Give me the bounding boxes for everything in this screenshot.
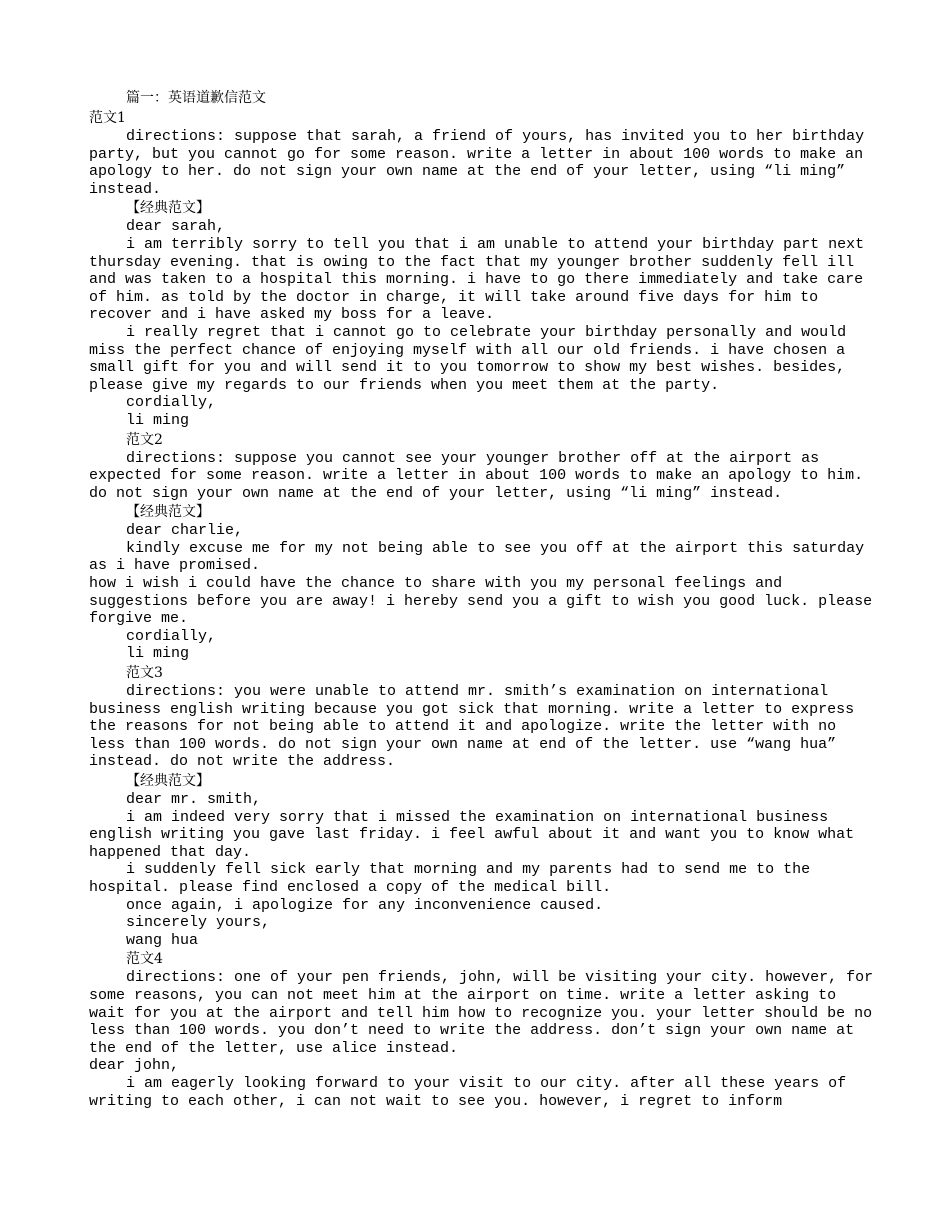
sample-1-classic-heading: 【经典范文】 [126, 200, 210, 217]
sample-4-paragraph-1: i am eagerly looking forward to your visit to our city. after all these years of writing to each other, i can not wait to see you. however, i regret to inform [89, 1074, 856, 1110]
sample-2-paragraph-2: how i wish i could have the chance to share with you my personal feelings and suggestions before you are away! i hereby send you a gift to wish you good luck. please forgive me. [89, 575, 882, 628]
sample-2-closing: cordially, [126, 627, 217, 645]
sample-2-signature: li ming [126, 645, 190, 663]
sample-3-salutation: dear mr. smith, [126, 791, 262, 808]
sample-1-label: 范文1 [89, 110, 126, 126]
sample-3-paragraph-1: i am indeed very sorry that i missed the examination on international business english writing you gave last friday. i feel awful about it and want you to know what happened that day. [89, 808, 864, 861]
sample-1-paragraph-2: i really regret that i cannot go to celebrate your birthday personally and would miss the perfect chance of enjoying myself with all our old friends. i have chosen a small gift for you and will send it to you tomorrow to show my best wishes. besides, please give my regards to our friends when you meet them at the party. [89, 323, 856, 394]
sample-3-closing: sincerely yours, [126, 914, 271, 932]
document-body [89, 88, 883, 1110]
sample-1-signature: li ming [126, 411, 190, 429]
sample-1-closing: cordially, [126, 394, 217, 412]
sample-2-paragraph-1: kindly excuse me for my not being able to see you off at the airport this saturday as i have promised. [89, 539, 874, 575]
document-title: 篇一：英语道歉信范文 [126, 90, 266, 106]
sample-3-paragraph-3: once again, i apologize for any inconvenience caused. [126, 896, 604, 914]
sample-3-paragraph-2: i suddenly fell sick early that morning and my parents had to send me to the hospital. please find enclosed a copy of the medical bill. [89, 861, 820, 896]
sample-2-label: 范文2 [126, 431, 163, 448]
sample-1-salutation: dear sarah, [126, 218, 226, 236]
sample-3-signature: wang hua [126, 931, 199, 949]
sample-4-salutation: dear john, [89, 1057, 180, 1075]
sample-1-directions: directions: suppose that sarah, a friend of yours, has invited you to her birthday party, but you cannot go for some reason. write a letter in about 100 words to make an apology to her. do not sign your own name at the end of your letter, using “li ming” instead. [89, 128, 874, 198]
sample-3-directions: directions: you were unable to attend mr. smith’s examination on international business english writing because you got sick that morning. write a letter to express the reasons for not being able to attend it and apologize. write the letter with no less than 100 words. do not sign your own name at end of the letter. use “wang hua” instead. do not write the address. [89, 683, 864, 771]
sample-3-label: 范文3 [126, 665, 163, 682]
sample-2-classic-heading: 【经典范文】 [126, 504, 210, 521]
sample-3-classic-heading: 【经典范文】 [126, 773, 210, 789]
sample-4-directions: directions: one of your pen friends, john, will be visiting your city. however, for some reasons, you can not meet him at the airport on time. write a letter asking to wait for you at the airport and tell him how to recognize you. your letter should be no less than 100 words. you don’t need to write the address. don’t sign your own name at the end of the letter, use alice instead. [89, 969, 883, 1057]
sample-1-paragraph-1: i am terribly sorry to tell you that i am unable to attend your birthday part next thursday evening. that is owing to the fact that my younger brother suddenly fell ill and was taken to a hospital this morning. i have to go there immediately and take care of him. as told by the doctor in charge, it will take around five days for him to recover and i have asked my boss for a leave. [89, 235, 874, 324]
sample-4-label: 范文4 [126, 951, 163, 968]
sample-2-salutation: dear charlie, [126, 522, 244, 540]
sample-2-directions: directions: suppose you cannot see your younger brother off at the airport as expected for some reason. write a letter in about 100 words to make an apology to him. do not sign your own name at the end of your letter, using “li ming” instead. [89, 449, 873, 502]
